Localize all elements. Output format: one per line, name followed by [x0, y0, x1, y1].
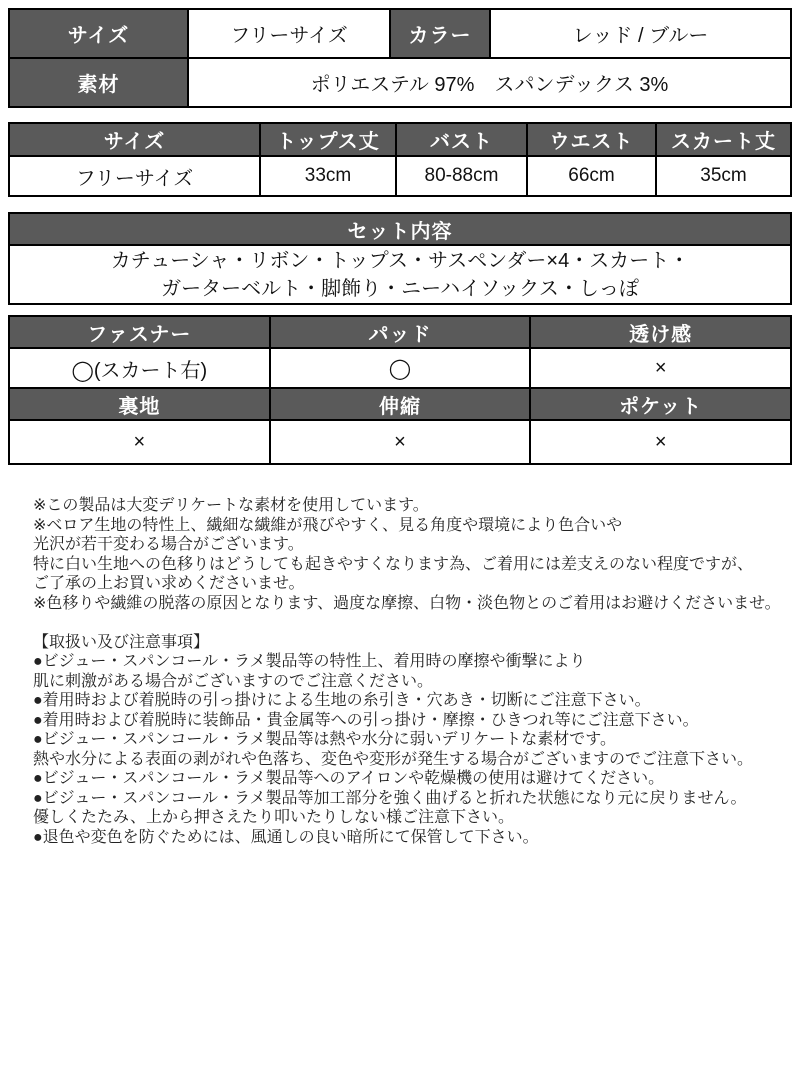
measurements-bust-value: 80-88cm	[397, 157, 526, 195]
care-line: ●着用時および着脱時に装飾品・貴金属等への引っ掛け・摩擦・ひきつれ等にご注意下さい。	[33, 711, 699, 729]
measurements-top-length-value: 33cm	[261, 157, 395, 195]
care-heading: 【取扱い及び注意事項】	[33, 633, 210, 651]
care-line: 熱や水分による表面の剥がれや色落ち、変色や変形が発生する場合がございますのでご注意下さい。	[33, 750, 754, 768]
feature-value-pocket: ×	[531, 421, 790, 463]
feature-header-sheerness: 透け感	[531, 317, 790, 347]
size-color-material-table	[8, 8, 792, 108]
feature-value-sheerness: ×	[531, 349, 790, 387]
care-line: ●ビジュー・スパンコール・ラメ製品等加工部分を強く曲げると折れた状態になり元に戻りません。	[33, 789, 747, 807]
measurements-header-top-length: トップス丈	[261, 124, 395, 155]
set-contents-table	[8, 212, 792, 305]
set-contents-line-2: ガーターベルト・脚飾り・ニーハイソックス・しっぽ	[161, 277, 639, 300]
measurements-header-bust: バスト	[397, 124, 526, 155]
feature-header-lining: 裏地	[10, 389, 269, 419]
size-value-cell: フリーサイズ	[189, 10, 389, 57]
care-line: ●ビジュー・スパンコール・ラメ製品等の特性上、着用時の摩擦や衝撃により	[33, 653, 586, 670]
measurements-header-size: サイズ	[10, 124, 259, 155]
feature-value-stretch: ×	[271, 421, 530, 463]
care-line: ●着用時および着脱時の引っ掛けによる生地の糸引き・穴あき・切断にご注意下さい。	[33, 692, 651, 709]
care-line: 肌に刺激がある場合がございますのでご注意ください。	[33, 672, 434, 690]
measurements-size-value: フリーサイズ	[10, 157, 259, 195]
color-label-cell: カラー	[391, 10, 489, 57]
set-contents-body	[10, 246, 790, 303]
note-line: ※ベロア生地の特性上、繊細な繊維が飛びやすく、見る角度や環境により色合いや	[33, 516, 623, 534]
measurements-table	[8, 122, 792, 197]
material-value-cell: ポリエステル 97% スパンデックス 3%	[189, 59, 790, 106]
feature-header-stretch: 伸縮	[271, 389, 530, 419]
feature-header-pad: パッド	[271, 317, 530, 347]
feature-header-pocket: ポケット	[531, 389, 790, 419]
care-line: ●ビジュー・スパンコール・ラメ製品等へのアイロンや乾燥機の使用は避けてください。	[33, 770, 665, 787]
size-label-cell: サイズ	[10, 10, 187, 57]
note-line: ご了承の上お買い求めくださいませ。	[33, 575, 305, 592]
notes-section	[33, 496, 793, 847]
note-line: ※色移りや繊維の脱落の原因となります、過度な摩擦、白物・淡色物とのご着用はお避けくださいませ。	[33, 594, 781, 612]
feature-header-fastener: ファスナー	[10, 317, 269, 347]
feature-value-fastener: ◯(スカート右)	[10, 349, 269, 387]
note-line: ※この製品は大変デリケートな素材を使用しています。	[33, 497, 429, 514]
measurements-header-waist: ウエスト	[528, 124, 655, 155]
color-value-cell: レッド / ブルー	[491, 10, 790, 57]
measurements-header-skirt-length: スカート丈	[657, 124, 790, 155]
measurements-waist-value: 66cm	[528, 157, 655, 195]
set-contents-line-1: カチューシャ・リボン・トップス・サスペンダー×4・スカート・	[110, 249, 690, 272]
care-line: ●退色や変色を防ぐためには、風通しの良い暗所にて保管して下さい。	[33, 828, 539, 846]
note-line: 光沢が若干変わる場合がございます。	[33, 536, 304, 553]
set-contents-header: セット内容	[10, 214, 790, 244]
feature-value-pad: ◯	[271, 349, 530, 387]
care-line: 優しくたたみ、上から押さえたり叩いたりしない様ご注意下さい。	[33, 809, 514, 826]
care-line: ●ビジュー・スパンコール・ラメ製品等は熱や水分に弱いデリケートな素材です。	[33, 731, 616, 748]
features-table	[8, 315, 792, 465]
note-line: 特に白い生地への色移りはどうしても起きやすくなります為、ご着用には差支えのない程度ですが、	[33, 555, 754, 573]
material-label-cell: 素材	[10, 59, 187, 106]
measurements-skirt-length-value: 35cm	[657, 157, 790, 195]
feature-value-lining: ×	[10, 421, 269, 463]
